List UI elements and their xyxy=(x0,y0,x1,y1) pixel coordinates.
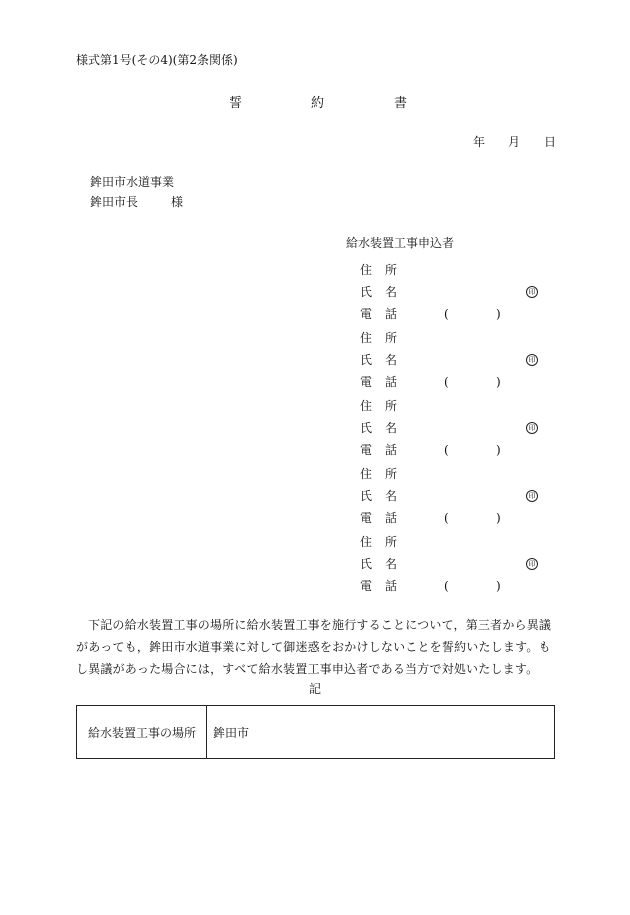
form-number: 様式第1号(その4)(第2条関係) xyxy=(76,53,238,67)
label-char: 住 xyxy=(360,535,373,549)
label-char: 名 xyxy=(385,557,398,571)
label-char: 氏 xyxy=(360,489,373,503)
label-char: 話 xyxy=(385,307,398,321)
label-char: 名 xyxy=(385,285,398,299)
label-char: 所 xyxy=(385,399,398,413)
addressee-honorific: 様 xyxy=(171,195,184,209)
label-char: 氏 xyxy=(360,557,373,571)
phone-paren-open: ( xyxy=(444,579,449,593)
label-char: 氏 xyxy=(360,421,373,435)
label-char: 住 xyxy=(360,399,373,413)
label-char: 電 xyxy=(360,307,373,321)
label-char: 電 xyxy=(360,375,373,389)
phone-paren-close: ) xyxy=(496,511,501,525)
label-char: 電 xyxy=(360,579,373,593)
label-char: 名 xyxy=(385,353,398,367)
phone-paren-close: ) xyxy=(496,307,501,321)
site-table xyxy=(76,705,555,759)
date-month-label: 月 xyxy=(508,135,521,149)
label-char: 話 xyxy=(385,375,398,389)
date-year-label: 年 xyxy=(473,135,486,149)
title-char-3: 書 xyxy=(394,96,408,111)
label-char: 話 xyxy=(385,443,398,457)
label-char: 電 xyxy=(360,443,373,457)
label-char: 電 xyxy=(360,511,373,525)
seal-mark-icon: 印 xyxy=(526,558,538,570)
label-char: 名 xyxy=(385,489,398,503)
date-day-label: 日 xyxy=(544,135,557,149)
label-char: 話 xyxy=(385,579,398,593)
label-char: 所 xyxy=(385,535,398,549)
ki-heading: 記 xyxy=(309,682,322,696)
label-char: 氏 xyxy=(360,353,373,367)
seal-mark-icon: 印 xyxy=(526,422,538,434)
label-char: 氏 xyxy=(360,285,373,299)
addressee-mayor: 鉾田市長 xyxy=(90,195,139,209)
addressee-organization: 鉾田市水道事業 xyxy=(90,175,175,189)
label-char: 住 xyxy=(360,263,373,277)
seal-mark-icon: 印 xyxy=(526,354,538,366)
label-char: 話 xyxy=(385,511,398,525)
phone-paren-close: ) xyxy=(496,443,501,457)
phone-paren-open: ( xyxy=(444,443,449,457)
site-label: 給水装置工事の場所 xyxy=(88,726,197,740)
label-char: 所 xyxy=(385,331,398,345)
seal-mark-icon: 印 xyxy=(526,286,538,298)
applicant-heading: 給水装置工事申込者 xyxy=(346,236,455,250)
label-char: 名 xyxy=(385,421,398,435)
phone-paren-close: ) xyxy=(496,579,501,593)
phone-paren-open: ( xyxy=(444,511,449,525)
title-char-2: 約 xyxy=(311,96,325,111)
label-char: 所 xyxy=(385,263,398,277)
phone-paren-close: ) xyxy=(496,375,501,389)
phone-paren-open: ( xyxy=(444,375,449,389)
pledge-body: 下記の給水装置工事の場所に給水装置工事を施行することについて，第三者から異議があっても，鉾田市水道事業に対して御迷惑をおかけしないことを誓約いたします。もし異議があった場合には，すべて給水装置工事申込者である当方で対処いたします。 xyxy=(76,618,552,676)
seal-mark-icon: 印 xyxy=(526,490,538,502)
label-char: 住 xyxy=(360,331,373,345)
label-char: 所 xyxy=(385,467,398,481)
site-value[interactable]: 鉾田市 xyxy=(213,726,250,740)
title-char-1: 誓 xyxy=(229,96,243,111)
site-label-cell xyxy=(77,706,207,758)
label-char: 住 xyxy=(360,467,373,481)
phone-paren-open: ( xyxy=(444,307,449,321)
